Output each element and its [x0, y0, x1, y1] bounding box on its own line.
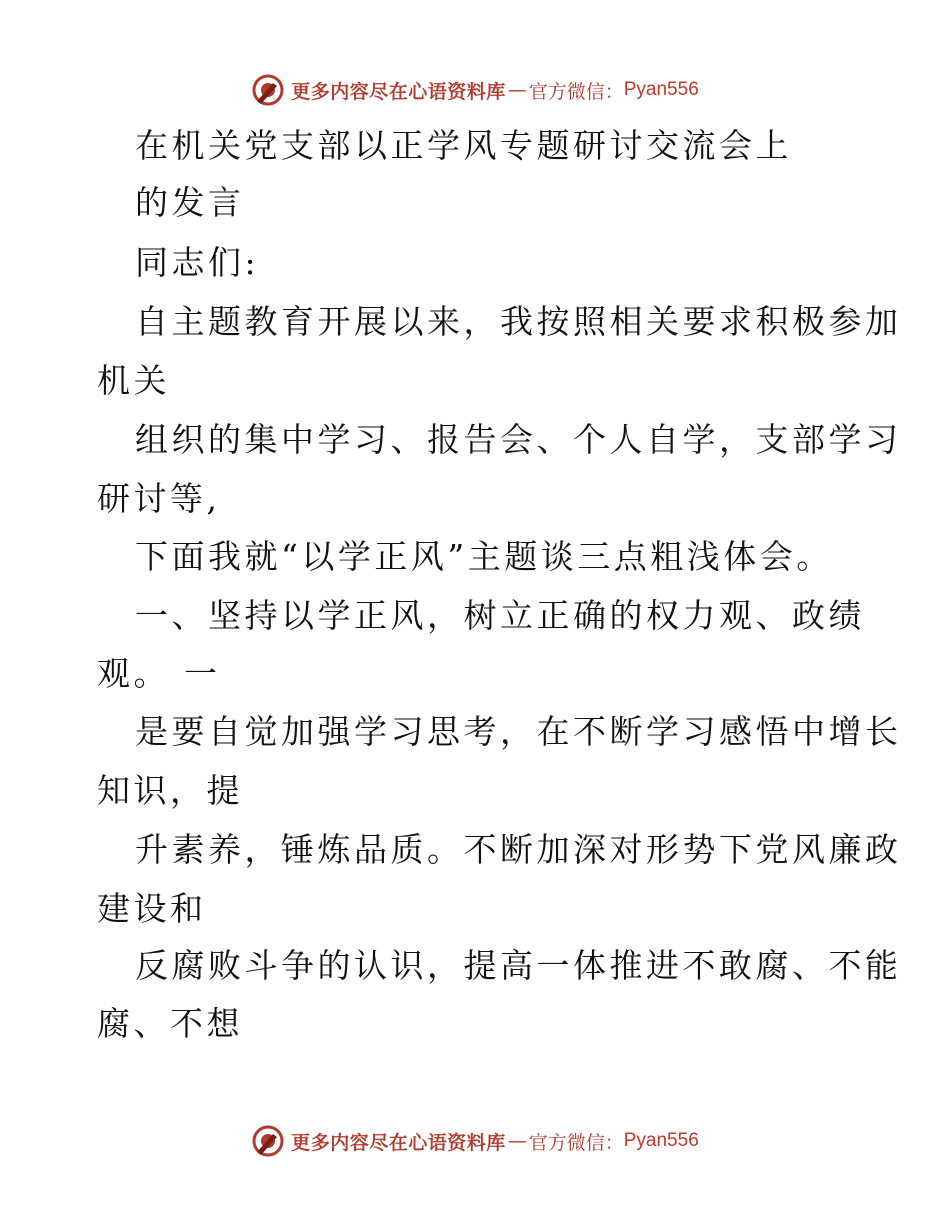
document-title-line-2: 的发言	[135, 183, 245, 222]
header-wechat-label: 官方微信：	[528, 80, 624, 103]
paragraph-line: 自主题教育开展以来，我按照相关要求积极参加	[135, 302, 902, 341]
paragraph-line: 知识，提	[97, 771, 243, 810]
paragraph-line: 是要自觉加强学习思考，在不断学习感悟中增长	[135, 712, 902, 751]
footer-wechat-id: Pyan556	[623, 1130, 699, 1151]
paragraph-line: 建设和	[97, 889, 207, 928]
footer-wechat-label: 官方微信：	[528, 1131, 624, 1154]
paragraph-line: 机关	[97, 361, 170, 400]
document-title-line-1: 在机关党支部以正学风专题研讨交流会上	[135, 126, 792, 165]
section-heading-line: 观。 一	[97, 654, 221, 693]
footer-separator: —	[507, 1130, 527, 1152]
header-wechat-id: Pyan556	[623, 79, 699, 100]
paragraph-line: 反腐败斗争的认识，提高一体推进不敢腐、不能	[135, 946, 902, 985]
pen-circle-logo-icon	[251, 73, 285, 107]
header-banner	[0, 70, 950, 110]
paragraph-line: 组织的集中学习、报告会、个人自学，支部学习	[135, 420, 902, 459]
pen-circle-logo-icon	[251, 1124, 285, 1158]
salutation: 同志们:	[135, 243, 260, 282]
paragraph-line: 腐、不想	[97, 1004, 243, 1043]
footer-banner	[0, 1121, 950, 1161]
footer-slogan: 更多内容尽在心语资料库	[291, 1131, 506, 1154]
header-slogan: 更多内容尽在心语资料库	[291, 80, 506, 103]
header-separator: —	[507, 79, 527, 101]
paragraph-line: 升素养，锤炼品质。不断加深对形势下党风廉政	[135, 830, 902, 869]
paragraph-line: 研讨等,	[97, 479, 221, 518]
paragraph-line: 下面我就“以学正风”主题谈三点粗浅体会。	[135, 537, 833, 576]
section-heading-line: 一、坚持以学正风，树立正确的权力观、政绩	[135, 596, 865, 635]
